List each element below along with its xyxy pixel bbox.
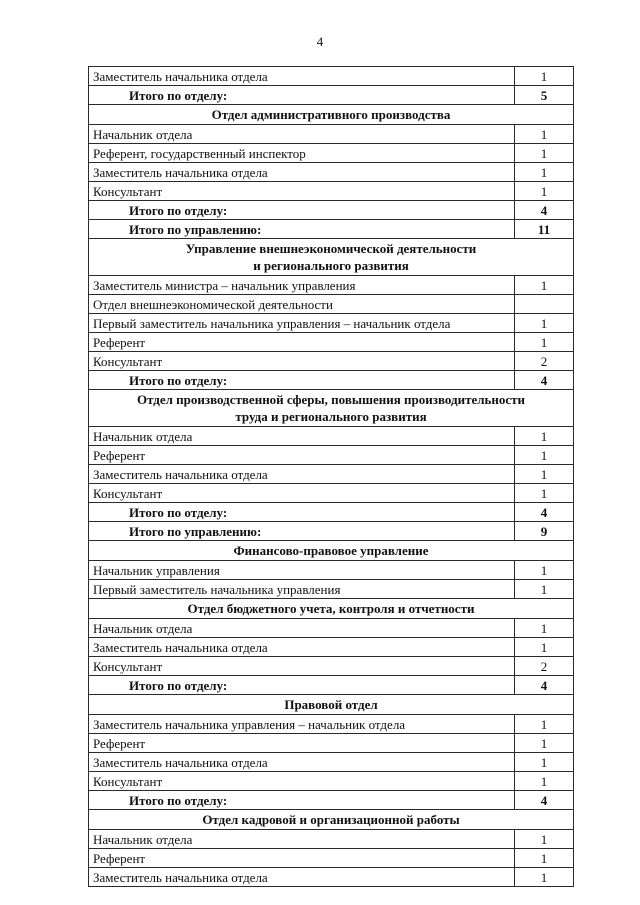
position-count: 1 bbox=[515, 427, 574, 446]
total-row bbox=[89, 522, 574, 541]
position-name: Начальник отдела bbox=[89, 125, 515, 144]
position-count: 1 bbox=[515, 182, 574, 201]
section-heading bbox=[89, 541, 574, 561]
total-count: 4 bbox=[515, 503, 574, 522]
page-number: 4 bbox=[316, 34, 324, 49]
section-heading-row bbox=[89, 390, 574, 427]
section-heading-row bbox=[89, 541, 574, 561]
position-count: 1 bbox=[515, 144, 574, 163]
position-count: 1 bbox=[515, 868, 574, 887]
position-name: Заместитель начальника отдела bbox=[89, 67, 515, 86]
section-heading bbox=[89, 390, 574, 427]
position-count: 1 bbox=[515, 753, 574, 772]
position-name: Консультант bbox=[89, 182, 515, 201]
position-row bbox=[89, 427, 574, 446]
position-name: Первый заместитель начальника управления bbox=[89, 580, 515, 599]
position-row bbox=[89, 619, 574, 638]
position-count: 1 bbox=[515, 772, 574, 791]
position-count: 1 bbox=[515, 484, 574, 503]
total-count: 9 bbox=[515, 522, 574, 541]
section-heading-line: Отдел производственной сферы, повышения производительности bbox=[136, 392, 526, 407]
position-row bbox=[89, 182, 574, 201]
section-heading-row bbox=[89, 239, 574, 276]
total-row bbox=[89, 201, 574, 220]
total-count: 5 bbox=[515, 86, 574, 105]
total-row bbox=[89, 676, 574, 695]
position-name: Заместитель начальника отдела bbox=[89, 753, 515, 772]
position-name: Консультант bbox=[89, 352, 515, 371]
staffing-table bbox=[88, 66, 574, 887]
position-row bbox=[89, 276, 574, 295]
section-heading-line: и регионального развития bbox=[253, 258, 409, 273]
position-name: Отдел внешнеэкономической деятельности bbox=[89, 295, 515, 314]
position-row bbox=[89, 753, 574, 772]
staffing-table-body bbox=[89, 67, 574, 887]
position-row bbox=[89, 484, 574, 503]
position-name: Референт bbox=[89, 446, 515, 465]
position-count: 2 bbox=[515, 657, 574, 676]
total-label: Итого по отделу: bbox=[89, 371, 515, 390]
position-name: Заместитель начальника отдела bbox=[89, 163, 515, 182]
position-row bbox=[89, 561, 574, 580]
total-count: 4 bbox=[515, 791, 574, 810]
position-name: Консультант bbox=[89, 772, 515, 791]
position-name: Первый заместитель начальника управления – начальник отдела bbox=[89, 314, 515, 333]
position-count: 1 bbox=[515, 561, 574, 580]
section-heading-row bbox=[89, 810, 574, 830]
position-name: Референт, государственный инспектор bbox=[89, 144, 515, 163]
position-row bbox=[89, 657, 574, 676]
total-label: Итого по отделу: bbox=[89, 503, 515, 522]
section-heading bbox=[89, 695, 574, 715]
total-count: 4 bbox=[515, 676, 574, 695]
section-heading-row bbox=[89, 695, 574, 715]
section-heading-line: Отдел бюджетного учета, контроля и отчетности bbox=[187, 601, 475, 616]
position-name: Начальник отдела bbox=[89, 619, 515, 638]
position-count: 1 bbox=[515, 619, 574, 638]
position-name: Референт bbox=[89, 333, 515, 352]
position-row bbox=[89, 314, 574, 333]
section-heading bbox=[89, 105, 574, 125]
position-count: 1 bbox=[515, 67, 574, 86]
position-count: 1 bbox=[515, 276, 574, 295]
position-count: 1 bbox=[515, 830, 574, 849]
total-label: Итого по управлению: bbox=[89, 220, 515, 239]
position-count: 1 bbox=[515, 715, 574, 734]
position-count: 1 bbox=[515, 580, 574, 599]
position-count: 1 bbox=[515, 465, 574, 484]
position-row bbox=[89, 446, 574, 465]
position-name: Заместитель начальника управления – начальник отдела bbox=[89, 715, 515, 734]
position-row bbox=[89, 352, 574, 371]
position-name: Начальник отдела bbox=[89, 427, 515, 446]
position-count: 1 bbox=[515, 849, 574, 868]
position-name: Начальник отдела bbox=[89, 830, 515, 849]
position-name: Консультант bbox=[89, 657, 515, 676]
position-name: Заместитель начальника отдела bbox=[89, 465, 515, 484]
total-label: Итого по отделу: bbox=[89, 86, 515, 105]
position-row bbox=[89, 125, 574, 144]
position-name: Заместитель начальника отдела bbox=[89, 868, 515, 887]
section-heading bbox=[89, 239, 574, 276]
total-row bbox=[89, 86, 574, 105]
position-name: Референт bbox=[89, 734, 515, 753]
total-label: Итого по отделу: bbox=[89, 676, 515, 695]
total-row bbox=[89, 371, 574, 390]
section-heading-row bbox=[89, 105, 574, 125]
section-heading-line: Управление внешнеэкономической деятельности bbox=[185, 241, 477, 256]
position-count: 1 bbox=[515, 638, 574, 657]
position-row bbox=[89, 849, 574, 868]
position-name: Заместитель начальника отдела bbox=[89, 638, 515, 657]
position-row bbox=[89, 734, 574, 753]
position-row bbox=[89, 772, 574, 791]
position-name: Начальник управления bbox=[89, 561, 515, 580]
section-heading-row bbox=[89, 599, 574, 619]
position-count: 1 bbox=[515, 163, 574, 182]
position-row bbox=[89, 163, 574, 182]
section-heading bbox=[89, 599, 574, 619]
position-row bbox=[89, 333, 574, 352]
section-heading-line: Отдел кадровой и организационной работы bbox=[202, 812, 460, 827]
section-heading-line: труда и регионального развития bbox=[235, 409, 427, 424]
position-name: Референт bbox=[89, 849, 515, 868]
section-heading-line: Отдел административного производства bbox=[211, 107, 451, 122]
total-label: Итого по отделу: bbox=[89, 201, 515, 220]
position-row bbox=[89, 67, 574, 86]
total-row bbox=[89, 220, 574, 239]
position-row bbox=[89, 295, 574, 314]
position-count: 1 bbox=[515, 446, 574, 465]
position-count: 1 bbox=[515, 333, 574, 352]
total-count: 11 bbox=[515, 220, 574, 239]
position-name: Заместитель министра – начальник управления bbox=[89, 276, 515, 295]
position-row bbox=[89, 144, 574, 163]
position-row bbox=[89, 580, 574, 599]
section-heading-line: Правовой отдел bbox=[284, 697, 378, 712]
position-count: 1 bbox=[515, 734, 574, 753]
section-heading bbox=[89, 810, 574, 830]
total-label: Итого по отделу: bbox=[89, 791, 515, 810]
position-count: 2 bbox=[515, 352, 574, 371]
section-heading-line: Финансово-правовое управление bbox=[233, 543, 429, 558]
total-row bbox=[89, 791, 574, 810]
total-count: 4 bbox=[515, 201, 574, 220]
total-row bbox=[89, 503, 574, 522]
total-count: 4 bbox=[515, 371, 574, 390]
position-row bbox=[89, 830, 574, 849]
position-row bbox=[89, 868, 574, 887]
position-count: 1 bbox=[515, 125, 574, 144]
position-row bbox=[89, 638, 574, 657]
position-count: 1 bbox=[515, 314, 574, 333]
position-count bbox=[515, 295, 574, 314]
position-row bbox=[89, 465, 574, 484]
position-row bbox=[89, 715, 574, 734]
total-label: Итого по управлению: bbox=[89, 522, 515, 541]
position-name: Консультант bbox=[89, 484, 515, 503]
